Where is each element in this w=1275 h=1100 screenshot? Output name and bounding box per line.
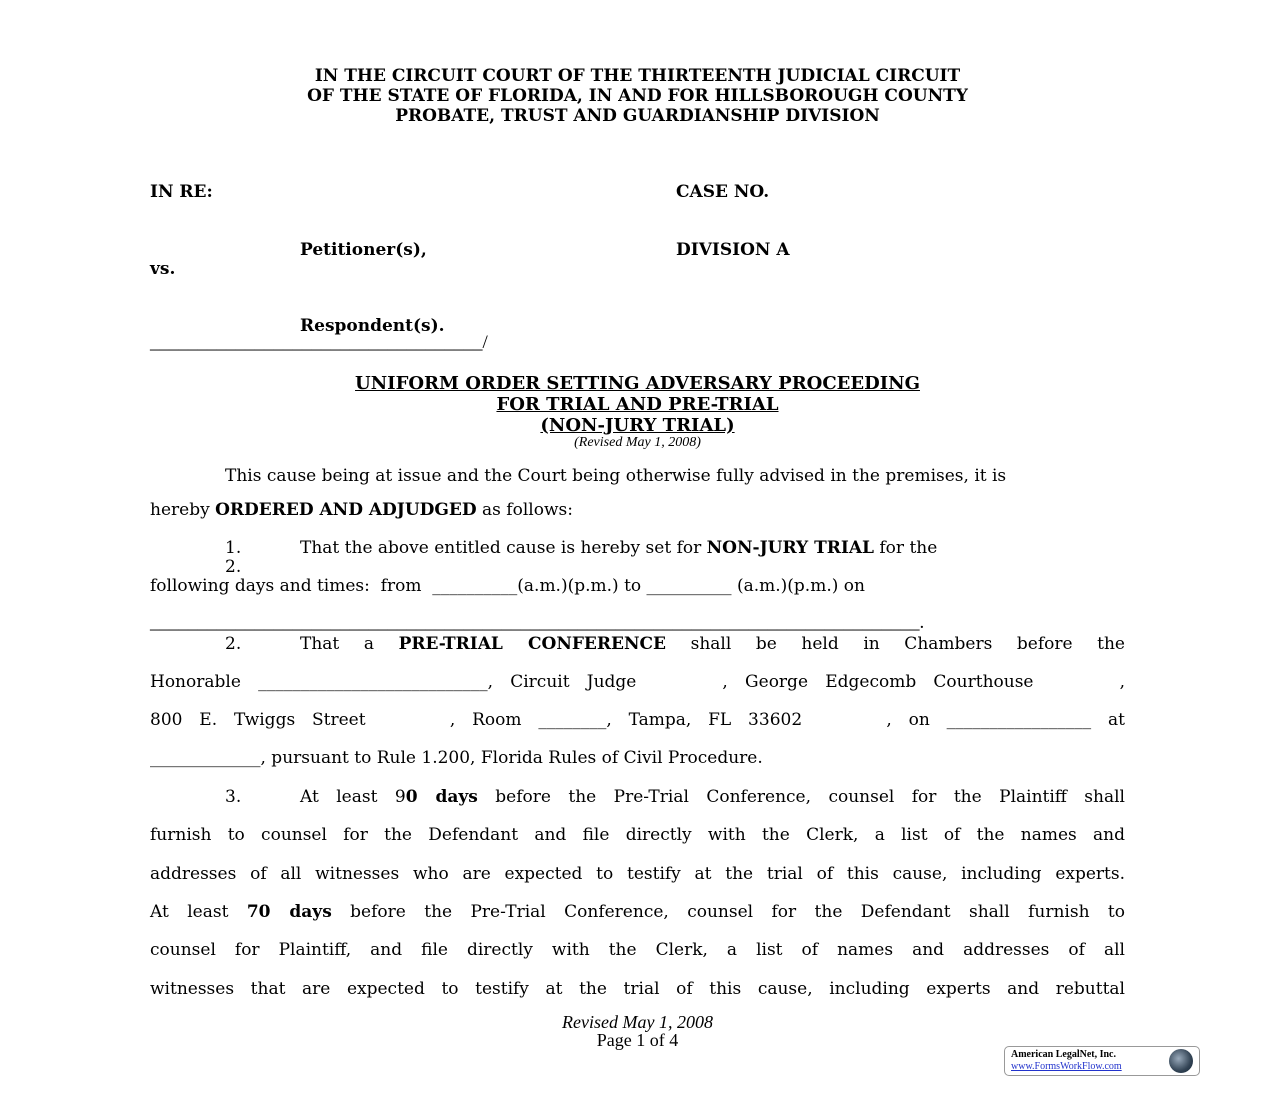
item-3-text: addresses of all witnesses who are expected to testify at the trial of this cause, including experts.: [150, 864, 1125, 884]
in-re-label: IN RE:: [150, 182, 213, 202]
respondent-label: Respondent(s).: [300, 316, 445, 336]
petitioner-label: Petitioner(s),: [300, 240, 427, 260]
item-number: 3.: [225, 787, 242, 807]
case-no-label: CASE NO.: [676, 182, 770, 202]
item-3-text: furnish to counsel for the Defendant and file directly with the Clerk, a list of the names and: [150, 825, 1125, 845]
item-2-text: Honorable ___________________________, Circuit Judge , George Edgecomb Courthouse ,: [150, 672, 1125, 692]
item-3-text: counsel for Plaintiff, and file directly with the Clerk, a list of names and addresses of all: [150, 940, 1125, 960]
intro-text: This cause being at issue and the Court being otherwise fully advised in the premises, it is: [225, 466, 1007, 486]
item-2-text: _____________, pursuant to Rule 1.200, Florida Rules of Civil Procedure.: [150, 748, 763, 768]
date-blank-line: _________________________________________________________________________________.: [150, 612, 925, 633]
order-title: UNIFORM ORDER SETTING ADVERSARY PROCEEDING: [355, 373, 920, 394]
american-legalnet-logo[interactable]: [1004, 1046, 1200, 1076]
item-3-text: At least 90 days before the Pre-Trial Conference, counsel for the Plaintiff shall: [300, 787, 1125, 807]
globe-icon: [1169, 1049, 1193, 1073]
caption-line: ___________________________________/: [150, 332, 488, 353]
item-3-text: witnesses that are expected to testify at the trial of this cause, including experts and rebuttal: [150, 979, 1125, 999]
logo-name: American LegalNet, Inc.: [1011, 1049, 1116, 1060]
court-header-line: PROBATE, TRUST AND GUARDIANSHIP DIVISION: [395, 106, 880, 126]
item-2-text: 800 E. Twiggs Street , Room ________, Tampa, FL 33602 , on _________________ at: [150, 710, 1125, 730]
footer-revised: Revised May 1, 2008: [562, 1012, 713, 1032]
logo-url-link[interactable]: www.FormsWorkFlow.com: [1011, 1061, 1122, 1072]
item-3-text: At least 70 days before the Pre-Trial Conference, counsel for the Defendant shall furnish to: [150, 902, 1125, 922]
item-1-text: following days and times: from __________(a.m.)(p.m.) to __________ (a.m.)(p.m.) on: [150, 576, 865, 596]
court-header-line: OF THE STATE OF FLORIDA, IN AND FOR HILLSBOROUGH COUNTY: [307, 86, 968, 106]
court-header-line: IN THE CIRCUIT COURT OF THE THIRTEENTH JUDICIAL CIRCUIT: [314, 66, 961, 86]
division-label: DIVISION A: [676, 240, 790, 260]
item-number: 2.: [225, 634, 242, 654]
item-number: 1.: [225, 538, 242, 558]
intro-text: hereby ORDERED AND ADJUDGED as follows:: [150, 500, 573, 520]
page-number: Page 1 of 4: [596, 1030, 679, 1050]
item-2-text: That a PRE-TRIAL CONFERENCE shall be held in Chambers before the: [300, 634, 1125, 654]
order-title: FOR TRIAL AND PRE-TRIAL: [496, 394, 779, 415]
item-1-text: That the above entitled cause is hereby set for NON-JURY TRIAL for the: [300, 538, 938, 558]
vs-label: vs.: [150, 259, 176, 279]
item-number: 2.: [225, 557, 242, 577]
order-title: (NON-JURY TRIAL): [540, 415, 735, 436]
revised-note: (Revised May 1, 2008): [574, 435, 701, 450]
